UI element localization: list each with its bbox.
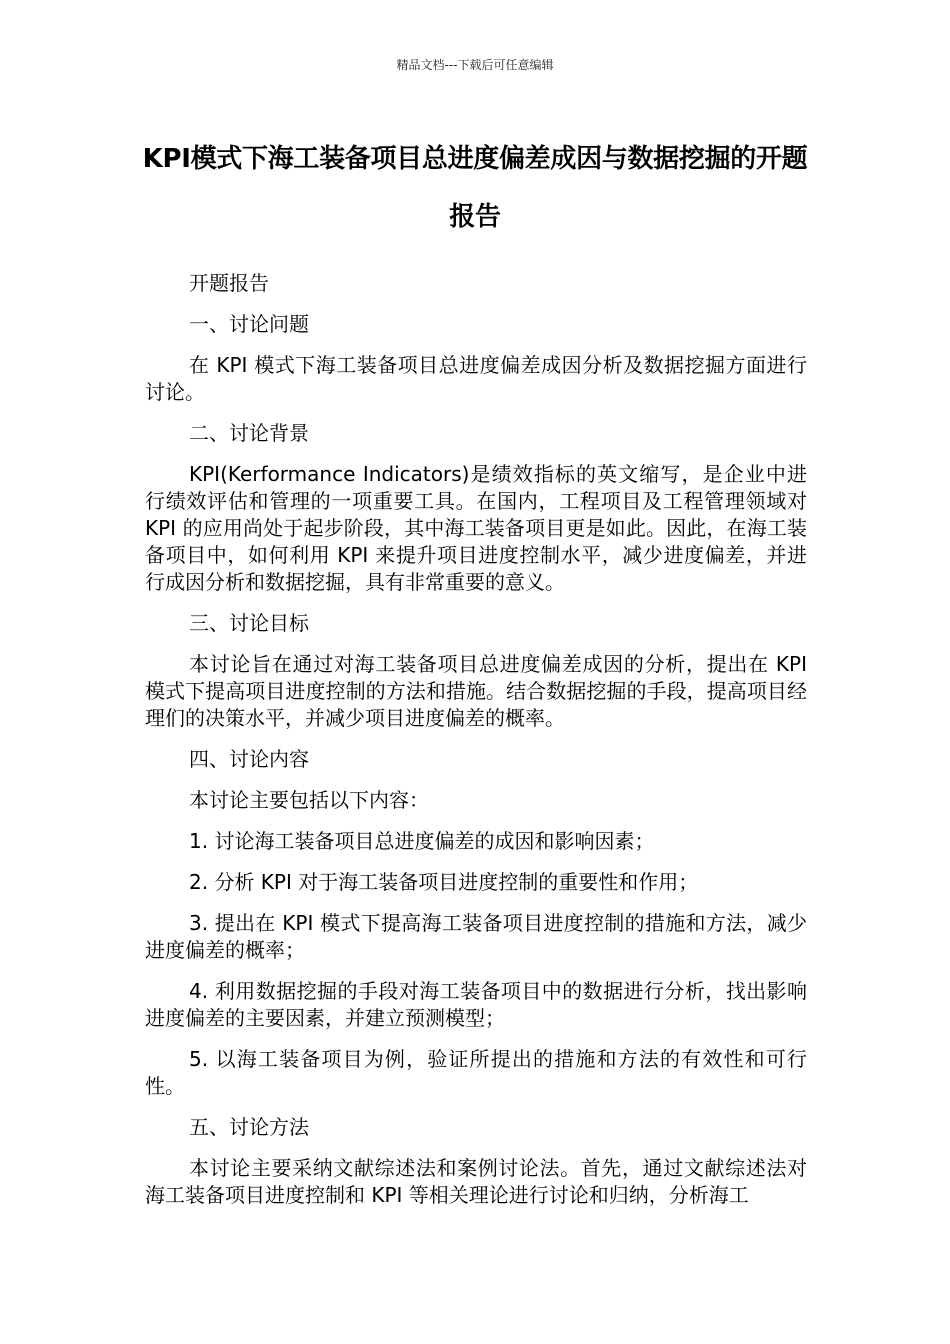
section-heading-content: 四、讨论内容 xyxy=(189,747,309,771)
document-body xyxy=(145,270,807,1223)
list-item-2: 2. 分析 KPI 对于海工装备项目进度控制的重要性和作用； xyxy=(189,870,699,894)
list-item-4: 4. 利用数据挖掘的手段对海工装备项目中的数据进行分析，找出影响进度偏差的主要因素，并建立预测模型； xyxy=(145,979,807,1030)
paragraph-method: 本讨论主要采纳文献综述法和案例讨论法。首先，通过文献综述法对海工装备项目进度控制和 KPI 等相关理论进行讨论和归纳，分析海工 xyxy=(145,1156,807,1207)
list-item-3: 3. 提出在 KPI 模式下提高海工装备项目进度控制的措施和方法，减少进度偏差的概率； xyxy=(145,911,807,962)
document-title: KPI模式下海工装备项目总进度偏差成因与数据挖掘的开题报告 xyxy=(142,144,808,232)
section-heading-goal: 三、讨论目标 xyxy=(189,611,309,635)
section-heading-problem: 一、讨论问题 xyxy=(189,312,309,336)
section-heading-background: 二、讨论背景 xyxy=(189,421,309,445)
list-item-5: 5. 以海工装备项目为例，验证所提出的措施和方法的有效性和可行性。 xyxy=(145,1047,807,1098)
paragraph-background: KPI(Kerformance Indicators)是绩效指标的英文缩写，是企业中进行绩效评估和管理的一项重要工具。在国内，工程项目及工程管理领域对 KPI 的应用尚处于起步阶段，其中海工装备项目更是如此。因此，在海工装备项目中，如何利用 KPI 来提升项目进度控制水平，减少进度偏差，并进行成因分析和数据挖掘，具有非常重要的意义。 xyxy=(145,462,807,594)
header-watermark: 精品文档---下载后可任意编辑 xyxy=(396,58,554,72)
section-heading-method: 五、讨论方法 xyxy=(189,1115,309,1139)
paragraph-problem: 在 KPI 模式下海工装备项目总进度偏差成因分析及数据挖掘方面进行讨论。 xyxy=(145,353,807,404)
paragraph-report-label: 开题报告 xyxy=(189,271,269,295)
paragraph-content-intro: 本讨论主要包括以下内容： xyxy=(189,788,429,812)
list-item-1: 1. 讨论海工装备项目总进度偏差的成因和影响因素； xyxy=(189,829,655,853)
paragraph-goal: 本讨论旨在通过对海工装备项目总进度偏差成因的分析，提出在 KPI 模式下提高项目进度控制的方法和措施。结合数据挖掘的手段，提高项目经理们的决策水平，并减少项目进度偏差的概率。 xyxy=(145,652,807,730)
